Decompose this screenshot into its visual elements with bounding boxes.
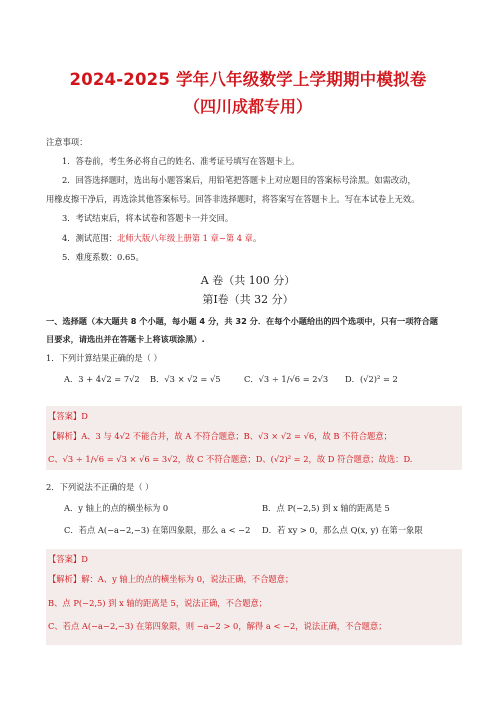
section-a-heading: A 卷（共 100 分） (200, 274, 296, 287)
q1-answer: 【答案】D (48, 411, 88, 421)
notice-4-label: 4．测试范围： (62, 233, 118, 243)
q2-analysis-line1: 【解析】解：A、y 轴上的点的横坐标为 0，说法正确，不合题意； (48, 574, 294, 584)
notice-5: 5．难度系数：0.65。 (62, 252, 144, 262)
q1-option-b: B．√3 × √2 = √5 (150, 374, 221, 384)
q1-option-a: A．3 + 4√2 = 7√2 (64, 374, 140, 384)
q1-stem: 1．下列计算结果正确的是（ ） (46, 353, 162, 363)
notice-2-cont: 用橡皮擦干净后，再选涂其他答案标号。回答非选择题时，将答案写在答题卡上。写在本试卷上无效。 (46, 194, 420, 204)
q1-option-c: C．√3 ÷ 1/√6 = 2√3 (244, 374, 329, 384)
exam-title: 2024-2025 学年八年级数学上学期期中模拟卷 (69, 70, 427, 89)
notice-3: 3．考试结束后，将本试卷和答题卡一并交回。 (62, 213, 234, 223)
q2-answer: 【答案】D (48, 554, 88, 564)
mc-intro-line2: 目要求，请选出并在答题卡上将该项涂黑）. (46, 334, 205, 344)
notice-4-range: 北师大版八年级上册第 1 章~第 4 章 (117, 233, 253, 243)
q2-analysis-line3: C、若点 A(−a−2,−3) 在第四象限，则 −a−2 > 0，解得 a < −2，说法正确，不合题意； (48, 621, 387, 631)
notice-heading: 注意事项： (46, 137, 88, 147)
notice-4-end: 。 (252, 233, 262, 243)
q2-option-d: D．若 xy > 0，那么点 Q(x, y) 在第一象限 (262, 525, 423, 535)
q2-option-c: C．若点 A(−a−2,−3) 在第四象限，那么 a < −2 (64, 525, 251, 535)
notice-4 (62, 232, 261, 245)
notice-2: 2．回答选择题时，选出每小题答案后，用铅笔把答题卡上对应题目的答案标号涂黑。如需改动， (62, 175, 416, 185)
q1-analysis-line2: C、√3 ÷ 1/√6 = √3 × √6 = 3√2，故 C 不符合题意；D、(√2)² = 2，故 D 符合题意；故选：D. (48, 454, 413, 464)
q2-option-a: A．y 轴上的点的横坐标为 0 (64, 503, 169, 513)
q2-option-b: B．点 P(−2,5) 到 x 轴的距离是 5 (262, 503, 390, 513)
q1-analysis-line1: 【解析】A、3 与 4√2 不能合并，故 A 不符合题意；B、√3 × √2 = √6，故 B 不符合题意； (48, 431, 392, 441)
mc-intro-line1: 一、选择题（本大题共 8 个小题，每小题 4 分，共 32 分．在每个小题给出的四个选项中，只有一项符合题 (46, 316, 438, 326)
section-1-heading: 第Ⅰ卷（共 32 分） (202, 293, 294, 306)
notice-1: 1．答卷前，考生务必将自己的姓名、准考证号填写在答题卡上。 (62, 156, 300, 166)
q1-option-d: D．(√2)² = 2 (345, 374, 398, 384)
q2-analysis-line2: B、点 P(−2,5) 到 x 轴的距离是 5，说法正确，不合题意； (48, 598, 268, 608)
exam-subtitle: （四川成都专用） (183, 97, 312, 116)
q2-stem: 2．下列说法不正确的是（ ） (46, 482, 154, 492)
